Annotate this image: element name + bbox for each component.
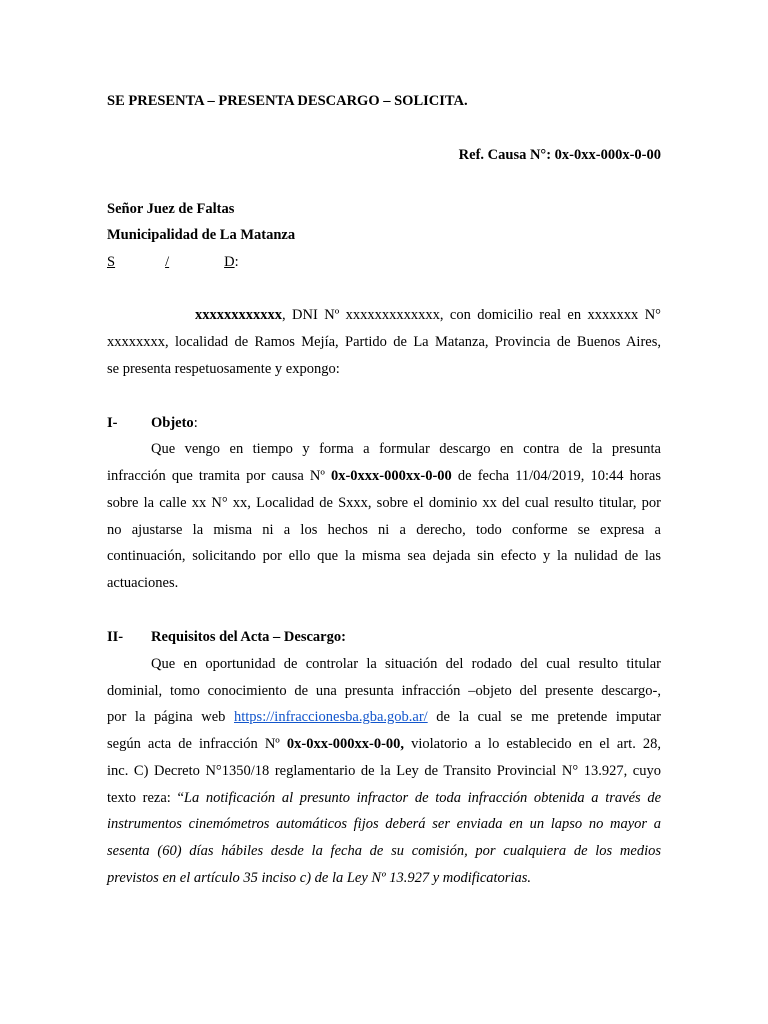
section-1-title: Objeto bbox=[151, 415, 194, 431]
infracciones-website-link[interactable]: https://infraccionesba.gba.gob.ar/ bbox=[234, 709, 428, 725]
intro-line-2: xxxxxxxx, localidad de Ramos Mejía, Partido de La Matanza, Provincia de Buenos Aires, bbox=[107, 334, 661, 350]
act-number: 0x-0xx-000xx-0-00, bbox=[286, 736, 405, 752]
section-2-heading bbox=[107, 628, 661, 646]
salutation-sd bbox=[107, 253, 661, 271]
sd-d: D bbox=[224, 254, 235, 270]
addressee-municipality: Municipalidad de La Matanza bbox=[107, 227, 296, 243]
section-2-line-1: Que en oportunidad de controlar la situación del rodado del cual resulto titular bbox=[151, 656, 661, 672]
presenter-name: xxxxxxxxxxxx bbox=[195, 307, 282, 323]
section-2-line-7: instrumentos cinemómetros automáticos fijos deberá ser enviada en un lapso no mayor a bbox=[107, 816, 661, 832]
section-1-line-3: sobre la calle xx N° xx, Localidad de Sxxx, sobre el dominio xx del cual resulto titular, por bbox=[107, 495, 661, 511]
section-2-line-5: inc. C) Decreto N°1350/18 reglamentario de la Ley de Transito Provincial N° 13.927, cuyo bbox=[107, 763, 661, 779]
intro-line-1: xxxxxxxxxxxx, DNI Nº xxxxxxxxxxxxx, con domicilio real en xxxxxxx N° bbox=[195, 307, 661, 323]
section-1-heading: I- Objeto: bbox=[107, 415, 198, 431]
sd-s: S bbox=[107, 254, 116, 270]
section-2-line-9: previstos en el artículo 35 inciso c) de la Ley Nº 13.927 y modificatorias. bbox=[107, 870, 531, 886]
sd-slash: / bbox=[165, 254, 170, 270]
section-1-line-1: Que vengo en tiempo y forma a formular descargo en contra de la presunta bbox=[151, 441, 661, 457]
section-2-line-2: dominial, tomo conocimiento de una presunta infracción –objeto del presente descargo-, bbox=[107, 683, 661, 699]
section-1-line-4: no ajustarse la misma ni a los hechos ni a derecho, todo conforme se expresa a bbox=[107, 522, 661, 538]
section-2-line-4: según acta de infracción Nº 0x-0xx-000xx-0-00, violatorio a lo establecido en el art. 28, bbox=[107, 736, 661, 752]
case-reference: Ref. Causa N°: 0x-0xx-000x-0-00 bbox=[458, 147, 661, 163]
section-2-title: Requisitos del Acta – Descargo: bbox=[151, 629, 346, 645]
section-2-number: II- bbox=[107, 629, 124, 645]
sd-underlined bbox=[107, 254, 235, 270]
case-number: 0x-0xxx-000xx-0-00 bbox=[330, 468, 452, 484]
document-title: SE PRESENTA – PRESENTA DESCARGO – SOLICITA. bbox=[107, 93, 468, 109]
section-1-number: I- bbox=[107, 415, 118, 431]
sd-colon: : bbox=[234, 254, 239, 270]
addressee-judge: Señor Juez de Faltas bbox=[107, 201, 235, 217]
intro-line-3: se presenta respetuosamente y expongo: bbox=[107, 361, 340, 377]
section-1-line-5: continuación, solicitando por ello que la misma sea dejada sin efecto y la nulidad de las bbox=[107, 548, 661, 564]
quoted-text-start: La notificación al presunto infractor de toda infracción obtenida a través de bbox=[183, 790, 661, 806]
section-2-line-6: texto reza: “La notificación al presunto infractor de toda infracción obtenida a través de bbox=[107, 790, 661, 806]
section-2-line-3: por la página web https://infraccionesba.gba.gob.ar/ de la cual se me pretende imputar bbox=[107, 709, 661, 725]
section-1-line-6: actuaciones. bbox=[107, 575, 179, 591]
section-2-line-8: sesenta (60) días hábiles desde la fecha de su comisión, por cualquiera de los medios bbox=[107, 843, 661, 859]
section-1-line-2: infracción que tramita por causa Nº 0x-0xxx-000xx-0-00 de fecha 11/04/2019, 10:44 horas bbox=[107, 468, 661, 484]
